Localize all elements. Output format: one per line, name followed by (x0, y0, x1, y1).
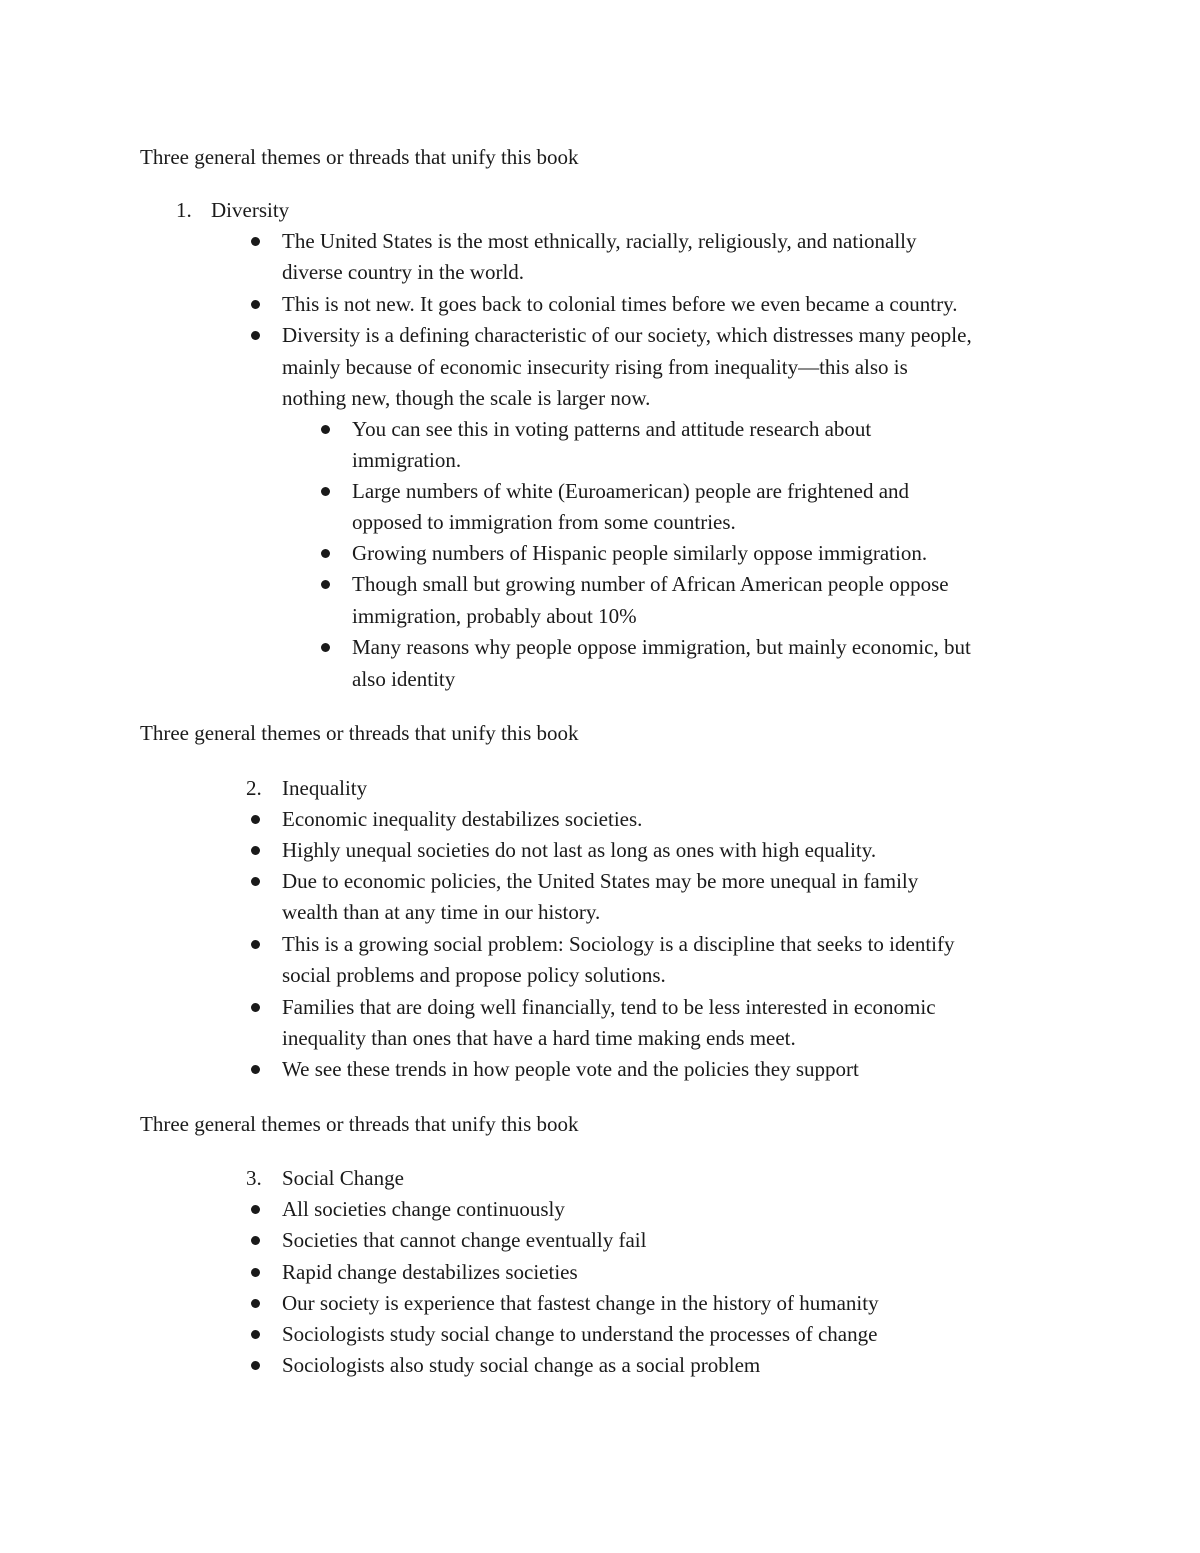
bullet-text: Societies that cannot change eventually fail (282, 1228, 647, 1252)
bullet-icon (251, 1065, 260, 1074)
bullet-icon (251, 1268, 260, 1277)
bullet-icon (321, 580, 330, 589)
bullet-icon (251, 877, 260, 886)
bullet-icon (251, 1205, 260, 1214)
sub-bullet-text: also identity (352, 667, 456, 691)
theme-title: Diversity (211, 198, 290, 222)
bullet-text: This is a growing social problem: Sociology is a discipline that seeks to identify (282, 932, 955, 956)
bullet-icon (251, 331, 260, 340)
list-number: 1. (176, 198, 192, 222)
bullet-icon (251, 815, 260, 824)
bullet-text: Due to economic policies, the United States may be more unequal in family (282, 869, 919, 893)
bullet-text: nothing new, though the scale is larger now. (282, 386, 651, 410)
sub-bullet-text: Many reasons why people oppose immigration, but mainly economic, but (352, 635, 971, 659)
bullet-text: Sociologists also study social change as a social problem (282, 1353, 761, 1377)
list-number: 3. (246, 1166, 262, 1190)
bullet-icon (321, 425, 330, 434)
bullet-text: inequality than ones that have a hard time making ends meet. (282, 1026, 796, 1050)
bullet-text: wealth than at any time in our history. (282, 900, 601, 924)
theme-title: Inequality (282, 776, 368, 800)
bullet-icon (251, 1299, 260, 1308)
bullet-icon (321, 643, 330, 652)
bullet-text: Diversity is a defining characteristic of our society, which distresses many people, (282, 323, 972, 347)
list-number: 2. (246, 776, 262, 800)
bullet-icon (251, 1361, 260, 1370)
sub-bullet-text: Growing numbers of Hispanic people similarly oppose immigration. (352, 541, 928, 565)
bullet-text: Families that are doing well financially, tend to be less interested in economic (282, 995, 936, 1019)
section-heading: Three general themes or threads that unify this book (140, 721, 579, 745)
sub-bullet-text: Large numbers of white (Euroamerican) people are frightened and (352, 479, 910, 503)
sub-bullet-text: Though small but growing number of African American people oppose (352, 572, 949, 596)
bullet-icon (251, 1330, 260, 1339)
bullet-text: We see these trends in how people vote and the policies they support (282, 1057, 859, 1081)
bullet-text: The United States is the most ethnically, racially, religiously, and nationally (282, 229, 917, 253)
bullet-icon (251, 1003, 260, 1012)
bullet-icon (321, 549, 330, 558)
bullet-icon (251, 940, 260, 949)
bullet-icon (251, 300, 260, 309)
sub-bullet-text: You can see this in voting patterns and attitude research about (352, 417, 872, 441)
bullet-text: mainly because of economic insecurity rising from inequality—this also is (282, 355, 908, 379)
bullet-icon (251, 846, 260, 855)
sub-bullet-text: immigration, probably about 10% (352, 604, 637, 628)
sub-bullet-text: opposed to immigration from some countries. (352, 510, 736, 534)
bullet-icon (251, 237, 260, 246)
bullet-text: Rapid change destabilizes societies (282, 1260, 578, 1284)
bullet-text: This is not new. It goes back to colonial times before we even became a country. (282, 292, 958, 316)
bullet-text: All societies change continuously (282, 1197, 565, 1221)
bullet-text: Economic inequality destabilizes societies. (282, 807, 643, 831)
theme-title: Social Change (282, 1166, 404, 1190)
section-heading: Three general themes or threads that unify this book (140, 1112, 579, 1136)
bullet-text: social problems and propose policy solutions. (282, 963, 666, 987)
bullet-text: diverse country in the world. (282, 260, 525, 284)
bullet-text: Our society is experience that fastest change in the history of humanity (282, 1291, 879, 1315)
section-heading: Three general themes or threads that unify this book (140, 145, 579, 169)
bullet-text: Sociologists study social change to understand the processes of change (282, 1322, 878, 1346)
bullet-text: Highly unequal societies do not last as long as ones with high equality. (282, 838, 877, 862)
bullet-icon (321, 487, 330, 496)
bullet-icon (251, 1236, 260, 1245)
sub-bullet-text: immigration. (352, 448, 462, 472)
